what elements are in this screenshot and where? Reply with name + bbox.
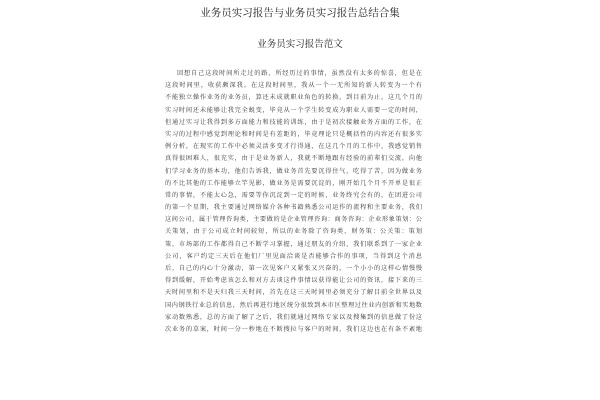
body-text-line: 这间公司，属于管理咨询类，主要做的是企业管理咨询：商务咨询：企业形象策划：公	[165, 216, 422, 224]
body-text-line: 得到缓解，开始考虑该怎么和对方去谈这件事情以获得能让公司的资讯，接下来的三	[165, 277, 422, 285]
body-text-line: 的不比其他的工作能够立竿见影，做业务是需要沉淀的，刚开始几个月不开单是很正	[165, 179, 422, 187]
body-text-line: 们学习业务的基本功，他们告诉我，做业务首先要沉得住气，吃得了苦，因为做业务	[165, 167, 422, 175]
body-text-line: 但通过实习让我得到多方面能力和技能的训练，由于是初次接触业务方面的工作，在	[165, 118, 422, 126]
body-text-line: 不能独立操作业务的业务员，算还未成就职业角色的转换，到目前为止，这几个月的	[165, 94, 422, 102]
body-text-line: 实习的过程中感觉到理论和时间是有差距的，毕竟理论只是概括性的内容还有很多实	[165, 130, 422, 138]
body-text-line: 国内钢铁行业总的信息，然后再进行地区统分很致到本市区整理过往业内创新和实地数	[165, 301, 422, 309]
body-text-line: 次业务的草案，时间一分一秒地在不断搜拉与客户的时间，我们这边也在有条不紊地	[165, 325, 422, 333]
body-text-line: 常的事情，不能太心急，需要等你沉淀到一定的时候，业务终究会有的，在团进公司	[165, 191, 422, 199]
body-text-line: 的第一个星期，我主要通过网络媒介各种书籍熟悉公司运作的流程和主要业务，我们	[165, 204, 422, 212]
body-text-line: 例分析，在现实的工作中必须灵活多变才行得通，在这几个月的工作中，我感觉销售	[165, 143, 422, 151]
body-text-line: 策，市场部的工作都得自己不断学习掌握，通过朋友的介绍，我们联系到了一家企业	[165, 240, 422, 248]
document-title: 业务员实习报告与业务员实习报告总结合集	[200, 7, 400, 19]
body-text-line: 家动数熟悉，总的方面了解了之后，我们就通过网络专家以及搜集到的信息做了份这	[165, 313, 422, 321]
section-title: 业务员实习报告范文	[257, 39, 343, 50]
body-text-line: 后，自己的内心十分激动，第一次见客户又紧张又兴奋的，一个小小的这样心情慢慢	[165, 265, 422, 272]
body-text-line: 这段时间里，收获颇深我。在这段时间里，我从一个一无所知的新人转变为一个有	[165, 82, 422, 90]
body-text-line: 真得很困难人，很充实，由于是业务新人，我就不断地跟有经验的前辈们交流，向他	[165, 155, 422, 163]
body-text-line: 关策划，由于公司成立时间较短，所以的业务除了咨询类，财务策：公关策：策划	[165, 228, 422, 236]
body-text-line: 天时间里和不是天归我三天时间，首先在这三天时间里必须充分了解目前全世界以及	[165, 289, 422, 297]
body-text-line: 实习时间还未能够让我完全蜕变，毕竟从一个学生转变成为职业人需要一定的时间，	[165, 106, 422, 114]
document-body	[165, 68, 422, 336]
body-text-line: 回想自己这段时间所走过的路，所经历过的事情，虽然没有太多的惊喜，但是在	[177, 70, 422, 77]
body-text-line: 公司，客户约定三天后在他们厂里见面洽谈是否能够合作的事项，当得到这个消息	[165, 252, 422, 260]
